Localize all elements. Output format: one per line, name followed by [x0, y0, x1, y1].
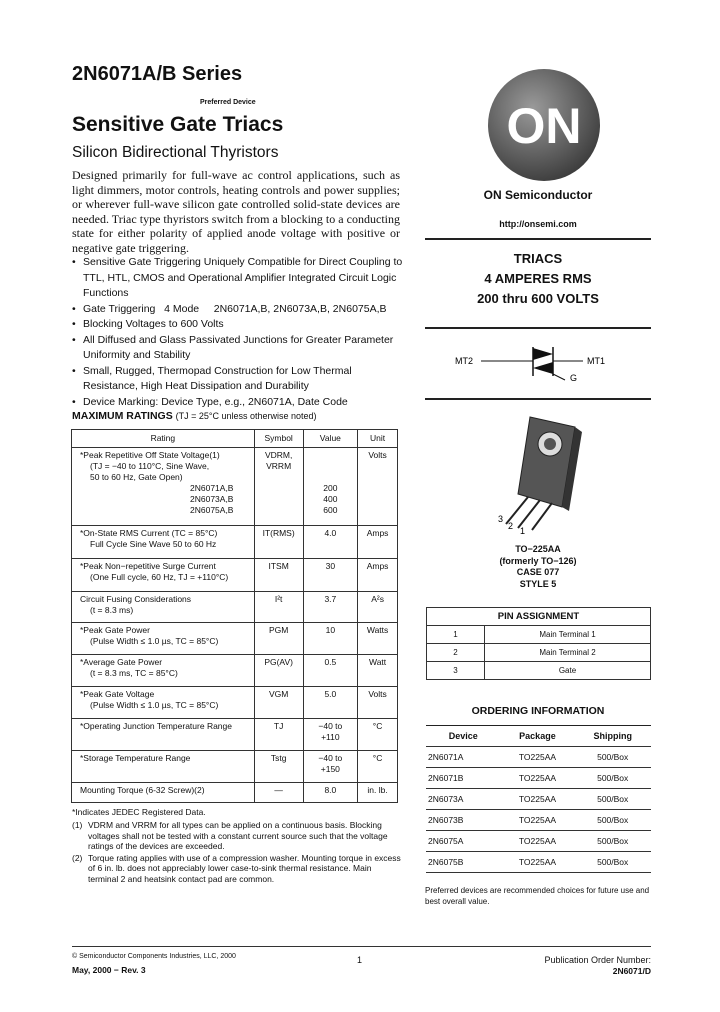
value-cell [303, 751, 358, 783]
table-row [72, 687, 398, 719]
shipping-cell: 500/Box [574, 789, 651, 810]
value-text: +110 [321, 732, 340, 742]
rating-text: *Peak Gate Power [80, 625, 150, 635]
package-line: TO−225AA [515, 544, 561, 554]
shipping-cell: 500/Box [574, 810, 651, 831]
device-cell: 2N6071B [426, 768, 500, 789]
symbol-cell [254, 448, 303, 526]
unit-cell: Watts [358, 623, 398, 655]
footer-divider [72, 946, 651, 947]
feature-item: • Small, Rugged, Thermopad Construction for Low Thermal Resistance, High Heat Dissipation and Durability [72, 364, 404, 395]
col-header-shipping: Shipping [574, 726, 651, 747]
rating-text: (t = 8.3 ms) [90, 605, 134, 615]
symbol-cell: VGM [254, 687, 303, 719]
table-row [426, 768, 651, 789]
footnote-number: (1) [72, 820, 83, 830]
rating-cell: Mounting Torque (6-32 Screw)(2) [72, 783, 255, 803]
footnotes [72, 820, 402, 885]
pin-2-label: 2 [508, 521, 514, 531]
value-text: −40 to [318, 753, 343, 763]
package-cell: TO225AA [500, 831, 574, 852]
unit-cell: Volts [358, 687, 398, 719]
device-cell: 2N6073B [426, 810, 500, 831]
value-cell [303, 719, 358, 751]
product-line: 200 thru 600 VOLTS [477, 291, 599, 306]
footnote-text: Torque rating applies with use of a compression washer. Mounting torque in excess of 6 in. lb. does not appreciably lower case-to-sink thermal resistance. Main terminal 2 and heatsink contact pad are common. [88, 852, 401, 884]
value-cell: 30 [303, 559, 358, 592]
table-row [72, 719, 398, 751]
gate-label: G [570, 373, 578, 383]
pin-number: 2 [427, 644, 485, 662]
intro-paragraph: Designed primarily for full-wave ac control applications, such as light dimmers, motor controls, heating controls and power supplies; or wherever full-wave silicon gate controlled solid-state devices are needed. Triac type thyristors switch from a blocking to a conducting state for either polarity of applied anode voltage with positive or negative gate triggering. [72, 168, 400, 255]
to225-package-illustration [490, 412, 600, 542]
table-row [427, 662, 651, 680]
pin-name: Gate [485, 662, 651, 680]
rating-text: 2N6073A,B [190, 494, 234, 504]
package-line: (formerly TO−126) [499, 555, 577, 566]
symbol-text: VRRM [266, 461, 292, 471]
value-text: 600 [323, 505, 338, 515]
rating-text: (One Full cycle, 60 Hz, TJ = +110°C) [90, 572, 229, 582]
table-row [427, 626, 651, 644]
rating-text: *Average Gate Power [80, 657, 163, 667]
table-row [72, 526, 398, 559]
pin-assignment-table [426, 607, 651, 680]
rating-cell: *Storage Temperature Range [72, 751, 255, 783]
rating-text: 50 to 60 Hz, Gate Open) [90, 472, 183, 482]
symbol-text: VDRM, [264, 450, 293, 460]
table-row [426, 747, 651, 768]
logo-text: ON [506, 98, 582, 154]
value-text: 200 [323, 483, 338, 493]
unit-cell: in. lb. [358, 783, 398, 803]
rating-text: *Peak Gate Voltage [80, 689, 155, 699]
unit-cell: °C [358, 719, 398, 751]
rating-text: 2N6071A,B [190, 483, 234, 493]
pin-number: 1 [427, 626, 485, 644]
pin-1-label: 1 [520, 526, 526, 536]
device-cell: 2N6073A [426, 789, 500, 810]
pin-number: 3 [427, 662, 485, 680]
rating-cell [72, 687, 255, 719]
table-row [426, 852, 651, 873]
value-cell: 8.0 [303, 783, 358, 803]
value-cell [303, 448, 358, 526]
symbol-cell: PG(AV) [254, 655, 303, 687]
unit-cell: A²s [358, 592, 398, 623]
rating-text: 2N6075A,B [190, 505, 234, 515]
rating-text: (TJ = −40 to 110°C, Sine Wave, [90, 461, 210, 471]
package-line: CASE 077 [516, 567, 560, 577]
series-title: 2N6071A/B Series [72, 63, 243, 85]
package-info [425, 544, 651, 590]
package-cell: TO225AA [500, 768, 574, 789]
table-row [72, 559, 398, 592]
unit-cell: Volts [358, 448, 398, 526]
symbol-cell: ITSM [254, 559, 303, 592]
max-ratings-title [72, 410, 317, 422]
value-text: +150 [320, 764, 340, 774]
footnote [72, 820, 402, 852]
jedec-note: *Indicates JEDEC Registered Data. [72, 807, 206, 817]
preferred-device-label: Preferred Device [200, 99, 256, 106]
rating-cell [72, 655, 255, 687]
package-line: STYLE 5 [519, 578, 557, 589]
table-row [72, 448, 398, 526]
symbol-cell: — [254, 783, 303, 803]
mt1-label: MT1 [587, 356, 605, 366]
feature-item: • Sensitive Gate Triggering Uniquely Compatible for Direct Coupling to TTL, HTL, CMOS and Operational Amplifier Integrated Circuit Logic Functions [72, 255, 404, 302]
rating-cell [72, 526, 255, 559]
product-line: TRIACS [513, 251, 563, 266]
feature-item: • Device Marking: Device Type, e.g., 2N6071A, Date Code [72, 395, 404, 411]
symbol-cell: IT(RMS) [254, 526, 303, 559]
feature-item: • Gate Triggering 4 Mode 2N6071A,B, 2N6073A,B, 2N6075A,B [72, 302, 404, 318]
footnote-number: (2) [72, 852, 83, 863]
pin-name: Main Terminal 1 [485, 626, 651, 644]
rating-text: *Peak Non−repetitive Surge Current [80, 561, 216, 571]
col-header-symbol: Symbol [254, 430, 303, 448]
shipping-cell: 500/Box [574, 747, 651, 768]
symbol-cell: I²t [254, 592, 303, 623]
max-ratings-condition: (TJ = 25°C unless otherwise noted) [175, 411, 317, 421]
rating-cell: *Operating Junction Temperature Range [72, 719, 255, 751]
rating-cell [72, 559, 255, 592]
col-header-value: Value [303, 430, 358, 448]
symbol-cell: Tstg [254, 751, 303, 783]
package-cell: TO225AA [500, 810, 574, 831]
rating-cell [72, 623, 255, 655]
table-header-row [72, 430, 398, 448]
unit-cell: Watt [358, 655, 398, 687]
rating-text: (t = 8.3 ms, TC = 85°C) [90, 668, 178, 678]
symbol-cell: TJ [254, 719, 303, 751]
pin-assignment-title: PIN ASSIGNMENT [427, 608, 651, 626]
pin-3-label: 3 [498, 514, 504, 524]
col-header-device: Device [426, 726, 500, 747]
product-summary [425, 249, 651, 309]
feature-item: • Blocking Voltages to 600 Volts [72, 317, 404, 333]
symbol-cell: PGM [254, 623, 303, 655]
triac-symbol-diagram [455, 340, 625, 385]
value-text: −40 to [318, 721, 343, 731]
product-line: 4 AMPERES RMS [484, 271, 592, 286]
table-row [72, 592, 398, 623]
table-row [72, 655, 398, 687]
table-row [72, 751, 398, 783]
shipping-cell: 500/Box [574, 768, 651, 789]
max-ratings-table [71, 429, 398, 803]
company-name: ON Semiconductor [483, 188, 593, 202]
ordering-info-table [426, 725, 651, 873]
value-cell: 0.5 [303, 655, 358, 687]
divider [425, 238, 651, 240]
divider [425, 327, 651, 329]
col-header-package: Package [500, 726, 574, 747]
publication-label: Publication Order Number: [544, 955, 651, 965]
feature-item: • All Diffused and Glass Passivated Junctions for Greater Parameter Uniformity and Stability [72, 333, 404, 364]
package-cell: TO225AA [500, 789, 574, 810]
max-ratings-heading: MAXIMUM RATINGS [72, 410, 173, 422]
shipping-cell: 500/Box [574, 852, 651, 873]
rating-text: Circuit Fusing Considerations [80, 594, 192, 604]
company-url[interactable]: http://onsemi.com [499, 219, 577, 229]
page-subtitle: Silicon Bidirectional Thyristors [72, 144, 279, 161]
footer-revision-date: May, 2000 − Rev. 3 [72, 965, 146, 975]
value-cell: 5.0 [303, 687, 358, 719]
publication-number: 2N6071/D [612, 966, 651, 976]
footnote [72, 853, 402, 885]
package-cell: TO225AA [500, 747, 574, 768]
feature-list [72, 255, 404, 410]
value-cell: 4.0 [303, 526, 358, 559]
pin-name: Main Terminal 2 [485, 644, 651, 662]
unit-cell: Amps [358, 559, 398, 592]
shipping-cell: 500/Box [574, 831, 651, 852]
device-cell: 2N6075A [426, 831, 500, 852]
package-cell: TO225AA [500, 852, 574, 873]
rating-text: *Peak Repetitive Off State Voltage(1) [80, 450, 220, 460]
ordering-info-title: ORDERING INFORMATION [471, 705, 605, 717]
table-row [426, 789, 651, 810]
table-row [72, 623, 398, 655]
table-row [427, 644, 651, 662]
col-header-unit: Unit [358, 430, 398, 448]
mt2-label: MT2 [455, 356, 473, 366]
on-semiconductor-logo [487, 68, 601, 182]
footer-copyright: © Semiconductor Components Industries, LLC, 2000 [72, 953, 236, 960]
unit-cell: Amps [358, 526, 398, 559]
rating-text: (Pulse Width ≤ 1.0 µs, TC = 85°C) [90, 636, 219, 646]
value-cell: 10 [303, 623, 358, 655]
value-cell: 3.7 [303, 592, 358, 623]
rating-text: (Pulse Width ≤ 1.0 µs, TC = 85°C) [90, 700, 219, 710]
footnote-text: VDRM and VRRM for all types can be applied on a continuous basis. Blocking voltages shall not be tested with a constant current source such that the voltage ratings of the devices are exceeded. [88, 820, 388, 851]
rating-text: Full Cycle Sine Wave 50 to 60 Hz [90, 539, 217, 549]
rating-cell [72, 448, 255, 526]
preferred-devices-note: Preferred devices are recommended choices for future use and best overall value. [425, 886, 650, 906]
value-text: 400 [323, 494, 338, 504]
rating-cell [72, 592, 255, 623]
divider [425, 398, 651, 400]
table-row [426, 810, 651, 831]
table-header-row [426, 726, 651, 747]
device-cell: 2N6075B [426, 852, 500, 873]
table-row [72, 783, 398, 803]
unit-cell: °C [358, 751, 398, 783]
device-cell: 2N6071A [426, 747, 500, 768]
table-row [426, 831, 651, 852]
col-header-rating: Rating [72, 430, 255, 448]
rating-text: *On-State RMS Current (TC = 85°C) [80, 528, 218, 538]
page-title: Sensitive Gate Triacs [72, 113, 284, 136]
page-number: 1 [357, 955, 363, 965]
